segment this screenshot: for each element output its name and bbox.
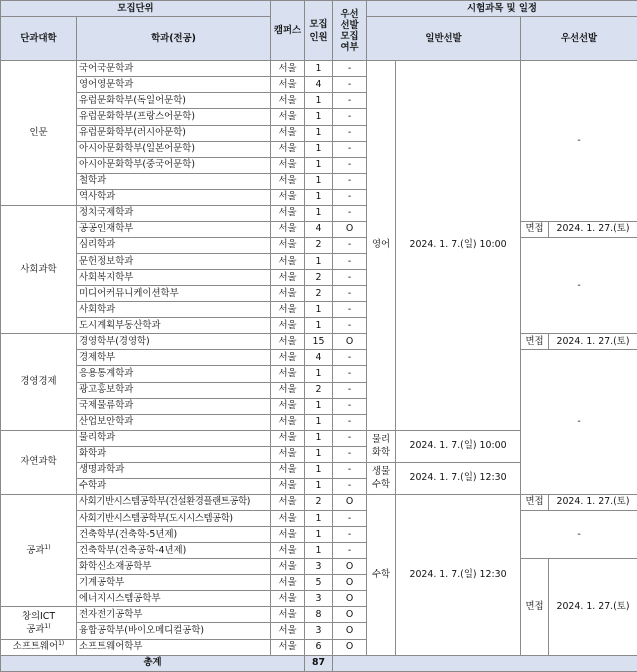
college-humanities-label: 인문 — [29, 127, 48, 139]
general-physics-chem-date: 2024. 1. 7.(일) 10:00 — [409, 440, 507, 452]
quota-cell: 3 — [305, 559, 333, 575]
priority-business-science — [521, 350, 637, 495]
campus-cell: 서울 — [271, 109, 305, 125]
priority-business-science-dash: - — [577, 416, 581, 428]
priority-interview-public-label: 면접 — [525, 223, 544, 235]
quota-cell: 2 — [305, 270, 333, 286]
quota-cell: 1 — [305, 93, 333, 109]
quota-cell: 6 — [305, 639, 333, 655]
major-cell: 산업보안학과 — [77, 414, 271, 430]
college-ict-footnote: 1) — [44, 622, 51, 630]
campus-cell: 서울 — [271, 478, 305, 494]
campus-cell: 서울 — [271, 173, 305, 189]
header-priority-selection: 우선선발 — [521, 17, 637, 61]
major-cell: 물리학과 — [77, 430, 271, 446]
major-cell: 광고홍보학과 — [77, 382, 271, 398]
major-cell: 경제학부 — [77, 350, 271, 366]
major-cell: 에너지시스템공학부 — [77, 591, 271, 607]
priority-cell: - — [333, 173, 367, 189]
table-row — [1, 350, 637, 366]
major-cell: 미디어커뮤니케이션학부 — [77, 286, 271, 302]
campus-cell: 서울 — [271, 125, 305, 141]
major-cell: 유럽문화학부(러시아문학) — [77, 125, 271, 141]
college-ict — [1, 607, 77, 639]
college-ict-label-2: 공과 — [26, 623, 45, 635]
campus-cell: 서울 — [271, 527, 305, 543]
general-subject-bio-math — [367, 462, 396, 494]
campus-cell: 서울 — [271, 286, 305, 302]
campus-cell: 서울 — [271, 61, 305, 77]
quota-cell: 2 — [305, 237, 333, 253]
campus-cell: 서울 — [271, 430, 305, 446]
header-campus: 캠퍼스 — [271, 1, 305, 61]
header-general: 일반선발 — [367, 17, 521, 61]
general-mathsci-label: 수학 — [371, 479, 391, 491]
campus-cell: 서울 — [271, 366, 305, 382]
general-subject-physics-chem — [367, 430, 396, 462]
priority-cell: O — [333, 607, 367, 623]
major-cell: 전자전기공학부 — [77, 607, 271, 623]
major-cell: 융합공학부(바이오메디컬공학) — [77, 623, 271, 639]
major-cell: 도시계획부동산학과 — [77, 318, 271, 334]
quota-cell: 1 — [305, 318, 333, 334]
header-major: 학과(전공) — [77, 17, 271, 61]
quota-cell: 1 — [305, 173, 333, 189]
campus-cell: 서울 — [271, 623, 305, 639]
quota-cell: 1 — [305, 61, 333, 77]
priority-interview-public — [521, 221, 549, 237]
priority-interview-business-label: 면접 — [525, 335, 544, 347]
quota-cell: 1 — [305, 254, 333, 270]
priority-architecture — [521, 511, 637, 559]
quota-cell: 1 — [305, 462, 333, 478]
priority-cell: O — [333, 334, 367, 350]
general-subject-english — [367, 61, 396, 430]
priority-cell: - — [333, 77, 367, 93]
quota-cell: 1 — [305, 414, 333, 430]
major-cell: 국어국문학과 — [77, 61, 271, 77]
major-cell: 화학신소재공학부 — [77, 559, 271, 575]
major-cell: 아시아문화학부(일본어문학) — [77, 141, 271, 157]
header-priority-line3: 모집 — [340, 30, 359, 42]
major-cell: 사회복지학부 — [77, 270, 271, 286]
header-quota — [305, 1, 333, 61]
quota-cell: 3 — [305, 591, 333, 607]
major-cell: 아시아문화학부(중국어문학) — [77, 157, 271, 173]
priority-date-business-label: 2024. 1. 27.(토) — [556, 335, 630, 347]
campus-cell: 서울 — [271, 270, 305, 286]
header-recruit-unit: 모집단위 — [1, 1, 271, 17]
quota-cell: 1 — [305, 302, 333, 318]
campus-cell: 서울 — [271, 559, 305, 575]
major-cell: 기계공학부 — [77, 575, 271, 591]
major-cell: 문헌정보학과 — [77, 254, 271, 270]
total-label: 총계 — [1, 655, 305, 671]
general-bio-math-date: 2024. 1. 7.(일) 12:30 — [409, 472, 507, 484]
campus-cell: 서울 — [271, 575, 305, 591]
campus-cell: 서울 — [271, 350, 305, 366]
header-quota-line2: 인원 — [309, 31, 328, 43]
priority-interview-business — [521, 334, 549, 350]
major-cell: 건축학부(건축학-5년제) — [77, 527, 271, 543]
quota-cell: 4 — [305, 221, 333, 237]
quota-cell: 4 — [305, 77, 333, 93]
general-physics-label: 물리 — [371, 434, 391, 446]
priority-humanities — [521, 61, 637, 222]
priority-date-engineering-label: 2024. 1. 27.(토) — [556, 600, 630, 612]
college-business-label: 경영경제 — [20, 376, 57, 387]
quota-cell: 1 — [305, 478, 333, 494]
priority-cell: O — [333, 575, 367, 591]
college-business — [1, 334, 77, 430]
general-chemistry-label: 화학 — [371, 447, 391, 459]
college-software-footnote: 1) — [58, 639, 65, 647]
table-row — [1, 511, 637, 527]
priority-cell: - — [333, 398, 367, 414]
general-date-english — [396, 61, 521, 430]
quota-cell: 4 — [305, 350, 333, 366]
college-science — [1, 430, 77, 494]
general-biology-label: 생물 — [371, 466, 391, 478]
college-engineering-footnote: 1) — [44, 543, 51, 551]
priority-date-civil — [549, 494, 637, 510]
priority-cell: - — [333, 93, 367, 109]
campus-cell: 서울 — [271, 254, 305, 270]
priority-humanities-dash: - — [577, 135, 581, 147]
priority-cell: - — [333, 141, 367, 157]
priority-cell: - — [333, 254, 367, 270]
priority-cell: O — [333, 639, 367, 655]
campus-cell: 서울 — [271, 77, 305, 93]
quota-cell: 1 — [305, 366, 333, 382]
campus-cell: 서울 — [271, 414, 305, 430]
header-quota-line1: 모집 — [309, 18, 328, 30]
priority-cell: - — [333, 382, 367, 398]
quota-cell: 1 — [305, 430, 333, 446]
priority-cell: - — [333, 205, 367, 221]
campus-cell: 서울 — [271, 639, 305, 655]
priority-cell: - — [333, 189, 367, 205]
major-cell: 공공인재학부 — [77, 221, 271, 237]
major-cell: 수학과 — [77, 478, 271, 494]
priority-cell: - — [333, 125, 367, 141]
priority-cell: - — [333, 286, 367, 302]
priority-cell: - — [333, 527, 367, 543]
table-row — [1, 237, 637, 253]
priority-cell: - — [333, 350, 367, 366]
priority-cell: O — [333, 559, 367, 575]
general-english-label: 영어 — [371, 239, 391, 251]
college-science-label: 자연과학 — [20, 456, 57, 468]
major-cell: 정치국제학과 — [77, 205, 271, 221]
priority-cell: - — [333, 61, 367, 77]
quota-cell: 2 — [305, 286, 333, 302]
priority-cell: - — [333, 414, 367, 430]
campus-cell: 서울 — [271, 398, 305, 414]
campus-cell: 서울 — [271, 446, 305, 462]
priority-date-business — [549, 334, 637, 350]
major-cell: 역사학과 — [77, 189, 271, 205]
campus-cell: 서울 — [271, 302, 305, 318]
priority-cell: - — [333, 237, 367, 253]
general-date-bio-math — [396, 462, 521, 494]
campus-cell: 서울 — [271, 205, 305, 221]
priority-cell: O — [333, 221, 367, 237]
college-software — [1, 639, 77, 655]
major-cell: 화학과 — [77, 446, 271, 462]
quota-cell: 1 — [305, 125, 333, 141]
quota-cell: 2 — [305, 494, 333, 510]
campus-cell: 서울 — [271, 318, 305, 334]
priority-cell: O — [333, 494, 367, 510]
campus-cell: 서울 — [271, 494, 305, 510]
major-cell: 사회기반시스템공학부(도시시스템공학) — [77, 511, 271, 527]
major-cell: 유럽문화학부(독일어문학) — [77, 93, 271, 109]
quota-cell: 1 — [305, 543, 333, 559]
major-cell: 사회기반시스템공학부(건설환경플랜트공학) — [77, 494, 271, 510]
priority-cell: - — [333, 446, 367, 462]
total-blank — [333, 655, 637, 671]
campus-cell: 서울 — [271, 237, 305, 253]
priority-interview-engineering-label: 면접 — [525, 600, 544, 612]
priority-interview-civil — [521, 494, 549, 510]
campus-cell: 서울 — [271, 462, 305, 478]
quota-cell: 1 — [305, 398, 333, 414]
college-social-label: 사회과학 — [20, 263, 57, 275]
college-software-label: 소프트웨어 — [12, 641, 59, 653]
total-row — [1, 655, 637, 671]
header-priority-line4: 여부 — [340, 41, 359, 53]
priority-cell: - — [333, 430, 367, 446]
priority-cell: - — [333, 270, 367, 286]
total-value: 87 — [305, 655, 333, 671]
priority-social-dash: - — [577, 279, 581, 291]
priority-architecture-dash: - — [577, 528, 581, 540]
table-row — [1, 494, 637, 510]
major-cell: 소프트웨어학부 — [77, 639, 271, 655]
header-college: 단과대학 — [1, 17, 77, 61]
quota-cell: 1 — [305, 527, 333, 543]
quota-cell: 1 — [305, 109, 333, 125]
quota-cell: 5 — [305, 575, 333, 591]
priority-cell: - — [333, 318, 367, 334]
general-subject-math — [367, 494, 396, 655]
priority-cell: - — [333, 366, 367, 382]
college-social — [1, 205, 77, 334]
campus-cell: 서울 — [271, 382, 305, 398]
major-cell: 영어영문학과 — [77, 77, 271, 93]
general-date-math — [396, 494, 521, 655]
major-cell: 유럽문화학부(프랑스어문학) — [77, 109, 271, 125]
quota-cell: 15 — [305, 334, 333, 350]
major-cell: 심리학과 — [77, 237, 271, 253]
quota-cell: 1 — [305, 141, 333, 157]
priority-date-public-label: 2024. 1. 27.(토) — [556, 223, 630, 235]
campus-cell: 서울 — [271, 591, 305, 607]
priority-date-engineering — [549, 559, 637, 655]
quota-cell: 1 — [305, 446, 333, 462]
major-cell: 경영학부(경영학) — [77, 334, 271, 350]
major-cell: 국제물류학과 — [77, 398, 271, 414]
major-cell: 철학과 — [77, 173, 271, 189]
table-row — [1, 334, 637, 350]
quota-cell: 1 — [305, 205, 333, 221]
table-row — [1, 559, 637, 575]
campus-cell: 서울 — [271, 141, 305, 157]
priority-cell: - — [333, 109, 367, 125]
header-priority — [333, 1, 367, 61]
campus-cell: 서울 — [271, 93, 305, 109]
quota-cell: 8 — [305, 607, 333, 623]
priority-cell: - — [333, 462, 367, 478]
header-exam-schedule: 시험과목 및 일정 — [367, 1, 637, 17]
quota-cell: 2 — [305, 382, 333, 398]
priority-interview-civil-label: 면접 — [525, 496, 544, 508]
general-math-date: 2024. 1. 7.(일) 12:30 — [409, 568, 507, 580]
priority-cell: - — [333, 543, 367, 559]
priority-cell: - — [333, 157, 367, 173]
table-row — [1, 61, 637, 77]
priority-cell: O — [333, 623, 367, 639]
quota-cell: 1 — [305, 511, 333, 527]
priority-cell: - — [333, 302, 367, 318]
campus-cell: 서울 — [271, 543, 305, 559]
campus-cell: 서울 — [271, 221, 305, 237]
priority-social — [521, 237, 637, 333]
major-cell: 생명과학과 — [77, 462, 271, 478]
priority-cell: O — [333, 591, 367, 607]
priority-date-civil-label: 2024. 1. 27.(토) — [556, 496, 630, 508]
campus-cell: 서울 — [271, 189, 305, 205]
table-row — [1, 221, 637, 237]
priority-cell: - — [333, 478, 367, 494]
college-engineering — [1, 494, 77, 606]
college-engineering-label: 공과 — [26, 544, 45, 556]
priority-date-public — [549, 221, 637, 237]
quota-cell: 1 — [305, 157, 333, 173]
major-cell: 사회학과 — [77, 302, 271, 318]
header-priority-line2: 선발 — [340, 19, 359, 31]
campus-cell: 서울 — [271, 334, 305, 350]
quota-cell: 3 — [305, 623, 333, 639]
header-priority-line1: 우선 — [340, 8, 359, 20]
campus-cell: 서울 — [271, 157, 305, 173]
major-cell: 건축학부(건축공학-4년제) — [77, 543, 271, 559]
major-cell: 응용통계학과 — [77, 366, 271, 382]
priority-interview-engineering — [521, 559, 549, 655]
campus-cell: 서울 — [271, 511, 305, 527]
quota-cell: 1 — [305, 189, 333, 205]
general-date-physics-chem — [396, 430, 521, 462]
priority-cell: - — [333, 511, 367, 527]
general-english-date: 2024. 1. 7.(일) 10:00 — [409, 239, 507, 251]
college-ict-label-1: 창의ICT — [21, 610, 56, 622]
general-math-label: 수학 — [371, 568, 391, 580]
campus-cell: 서울 — [271, 607, 305, 623]
college-humanities — [1, 61, 77, 206]
